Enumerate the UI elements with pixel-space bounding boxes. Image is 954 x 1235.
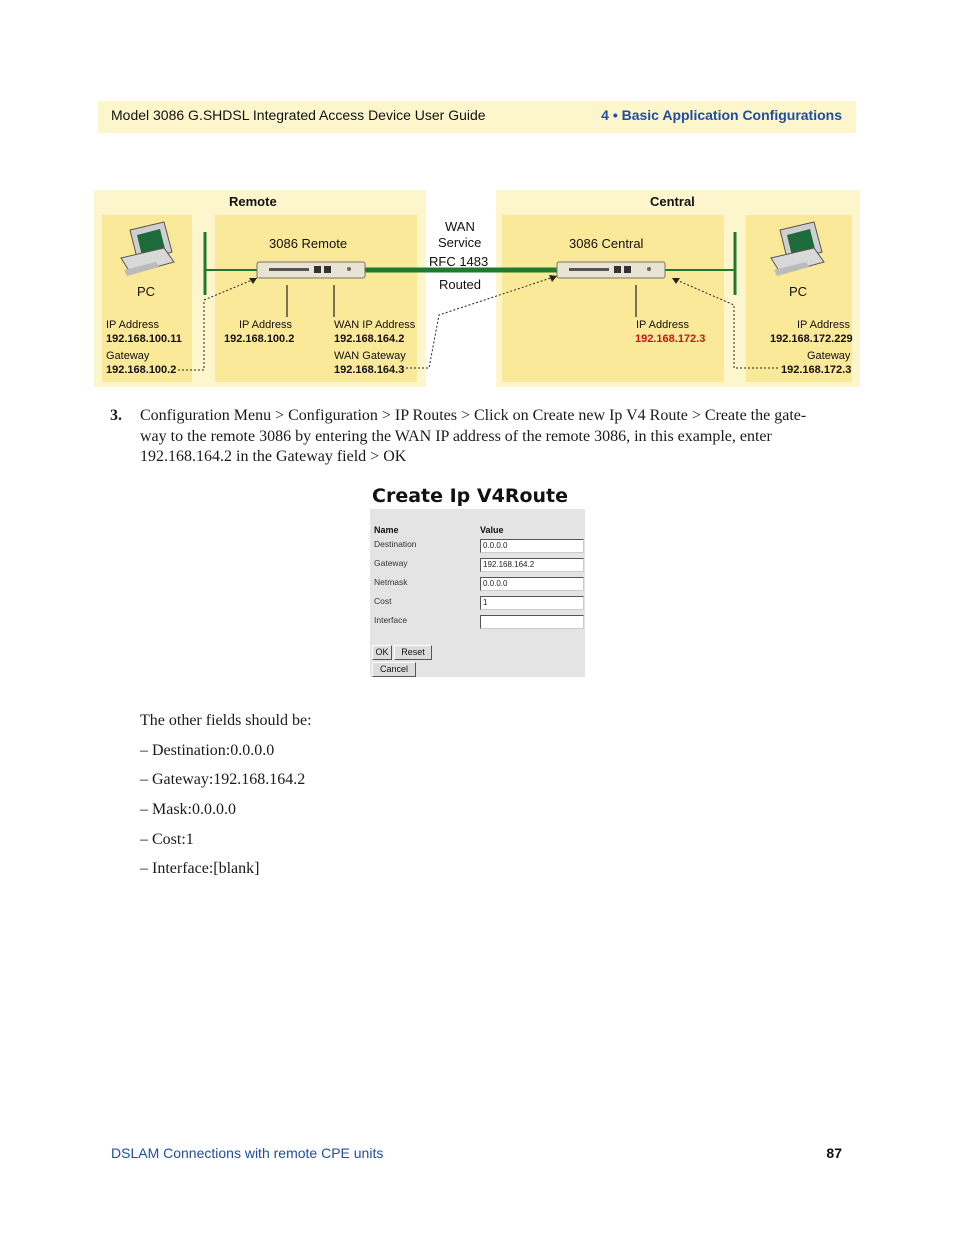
list-item: – Mask:0.0.0.0 — [140, 801, 236, 818]
remote-device-name: 3086 Remote — [269, 236, 348, 251]
wan-rfc-label: RFC 1483 — [429, 254, 489, 269]
remote-wan-gw: 192.168.164.3 — [334, 364, 405, 376]
page-number: 87 — [826, 1145, 842, 1161]
list-item: – Cost:1 — [140, 831, 194, 848]
network-diagram — [94, 190, 860, 388]
remote-title: Remote — [229, 194, 277, 209]
remote-pc-icon — [121, 222, 174, 276]
col-value-header: Value — [480, 525, 504, 535]
destination-field[interactable]: 0.0.0.0 — [480, 539, 584, 553]
central-title: Central — [650, 194, 695, 209]
remote-pc-gw-label: Gateway — [106, 350, 150, 362]
header-section: 4 • Basic Application Configurations — [601, 107, 842, 123]
central-pc-icon — [771, 222, 824, 276]
netmask-field[interactable]: 0.0.0.0 — [480, 577, 584, 591]
page-header — [98, 101, 856, 133]
list-item: – Gateway:192.168.164.2 — [140, 771, 306, 788]
col-name-header: Name — [374, 525, 399, 535]
form-title: Create Ip V4Route — [372, 485, 568, 507]
interface-label: Interface — [374, 615, 408, 625]
remote-pc-ip-label: IP Address — [106, 319, 159, 331]
netmask-label: Netmask — [374, 577, 408, 587]
list-item: – Interface:[blank] — [140, 860, 260, 877]
central-pc-ip-label: IP Address — [797, 319, 850, 331]
cancel-button[interactable]: Cancel — [372, 662, 416, 677]
list-item: – Destination:0.0.0.0 — [140, 742, 275, 759]
footer-section-title: DSLAM Connections with remote CPE units — [111, 1145, 384, 1161]
central-ip-label: IP Address — [636, 319, 689, 331]
reset-button[interactable]: Reset — [394, 645, 432, 660]
header-title: Model 3086 G.SHDSL Integrated Access Device User Guide — [111, 107, 486, 123]
other-fields-intro: The other fields should be: — [140, 712, 312, 729]
central-device-name: 3086 Central — [569, 236, 644, 251]
wan-service-label: Service — [438, 235, 482, 250]
remote-lan-ip: 192.168.100.2 — [224, 333, 295, 345]
interface-field[interactable] — [480, 615, 584, 629]
central-pc-gw-label: Gateway — [807, 350, 851, 362]
remote-pc-ip: 192.168.100.11 — [106, 333, 182, 345]
ok-button[interactable]: OK — [372, 645, 392, 660]
central-router-icon — [557, 262, 665, 278]
step-number: 3. — [110, 407, 122, 424]
gateway-field[interactable]: 192.168.164.2 — [480, 558, 584, 572]
remote-wan-gw-label: WAN Gateway — [334, 350, 406, 362]
step-line-3: 192.168.164.2 in the Gateway field > OK — [140, 448, 407, 465]
wan-label: WAN — [445, 219, 475, 234]
step-line-2: way to the remote 3086 by entering the WAN IP address of the remote 3086, in this example, enter — [140, 427, 772, 445]
create-route-form — [370, 509, 585, 677]
central-pc-ip: 192.168.172.229 — [770, 333, 853, 345]
central-ip: 192.168.172.3 — [635, 333, 706, 345]
central-pc-gw: 192.168.172.3 — [781, 364, 852, 376]
destination-label: Destination — [374, 539, 417, 549]
wan-routed-label: Routed — [439, 277, 481, 292]
cost-label: Cost — [374, 596, 392, 606]
gateway-label: Gateway — [374, 558, 408, 568]
step-line-1: Configuration Menu > Configuration > IP Routes > Click on Create new Ip V4 Route > Create the gate- — [140, 407, 807, 424]
remote-lan-ip-label: IP Address — [239, 319, 292, 331]
remote-pc-gw: 192.168.100.2 — [106, 364, 177, 376]
remote-pc-label: PC — [137, 284, 156, 299]
remote-wan-ip: 192.168.164.2 — [334, 333, 405, 345]
remote-wan-ip-label: WAN IP Address — [334, 319, 416, 331]
remote-router-icon — [257, 262, 365, 278]
central-pc-label: PC — [789, 284, 808, 299]
cost-field[interactable]: 1 — [480, 596, 584, 610]
